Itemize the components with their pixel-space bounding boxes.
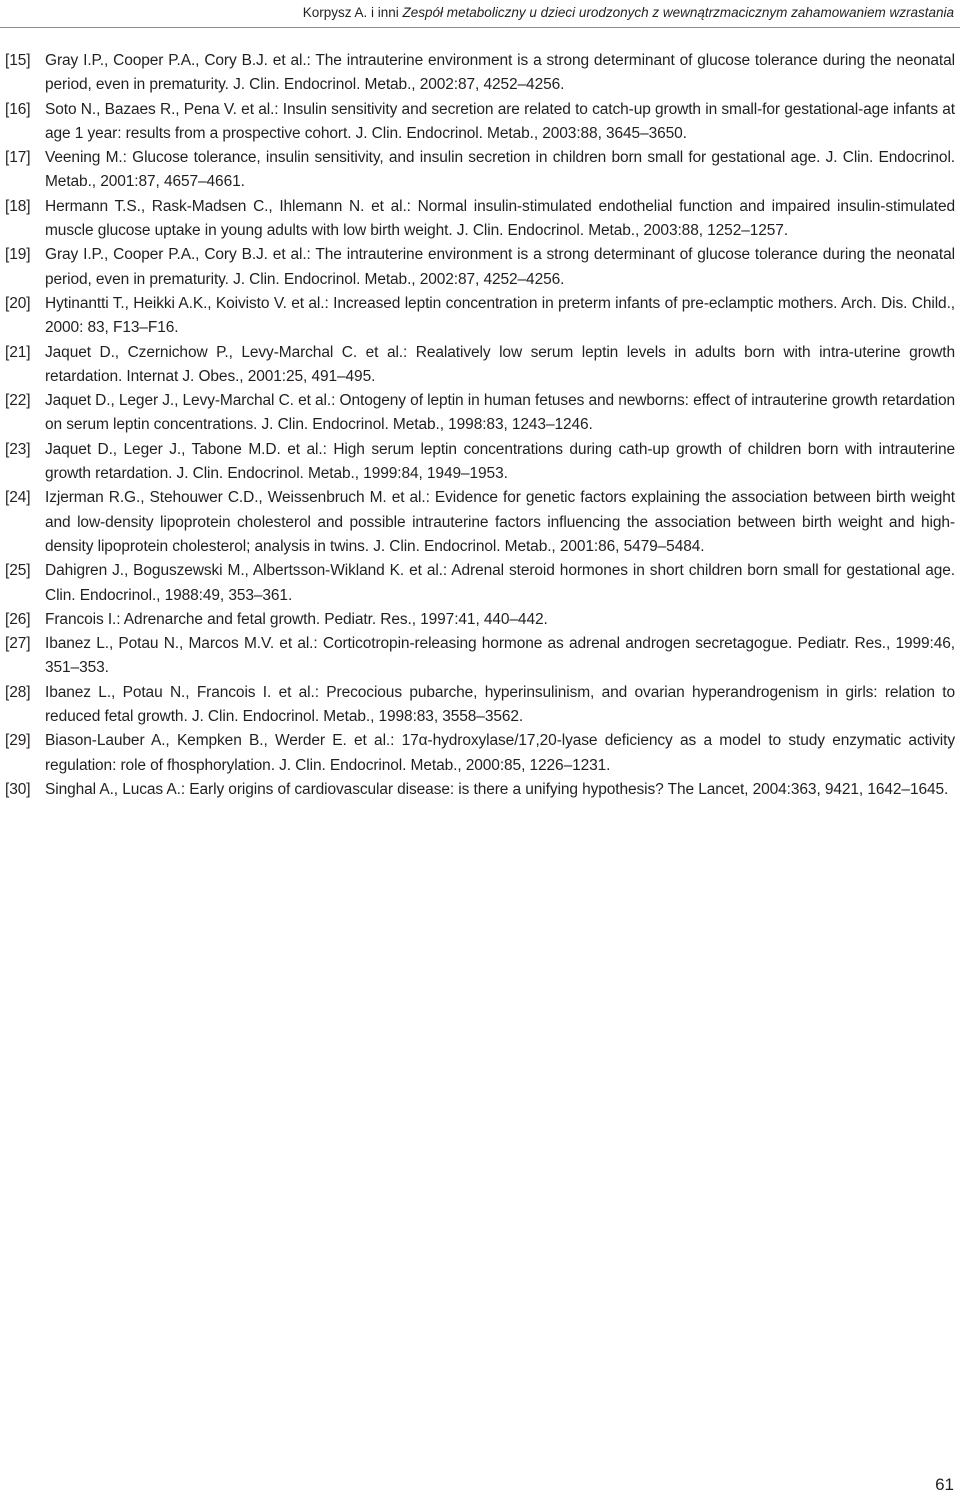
reference-item — [5, 608, 955, 632]
reference-text: Gray I.P., Cooper P.A., Cory B.J. et al.: The intrauterine environment is a strong determinant of glucose tolerance during the neonatal period, even in prematurity. J. Clin. Endocrinol. Metab., 2002:87, 4252–4256. — [45, 52, 955, 94]
reference-number: [23] — [5, 440, 31, 458]
reference-item — [5, 243, 955, 292]
reference-text: Soto N., Bazaes R., Pena V. et al.: Insulin sensitivity and secretion are related to catch-up growth in small-for gestational-age infants at age 1 year: results from a prospective cohort. J. Clin. Endocrinol. Metab., 2003:88, 3645–3650. — [45, 100, 955, 142]
reference-number: [26] — [5, 610, 31, 628]
reference-item — [5, 729, 955, 778]
reference-item — [5, 559, 955, 608]
reference-text: Singhal A., Lucas A.: Early origins of cardiovascular disease: is there a unifying hypothesis? The Lancet, 2004:363, 9421, 1642–1645. — [45, 780, 949, 798]
reference-number: [24] — [5, 489, 31, 507]
reference-item — [5, 195, 955, 244]
reference-number: [17] — [5, 149, 31, 167]
reference-number: [27] — [5, 635, 31, 653]
reference-item — [5, 632, 955, 681]
reference-text: Hermann T.S., Rask-Madsen C., Ihlemann N. et al.: Normal insulin-stimulated endothelial function and impaired insulin-stimulated muscle glucose uptake in young adults with low birth weight. J. Clin. Endocrinol. Metab., 2003:88, 1252–1257. — [45, 197, 955, 240]
reference-number: [20] — [5, 294, 31, 312]
reference-number: [22] — [5, 392, 31, 410]
reference-text: Jaquet D., Czernichow P., Levy-Marchal C. et al.: Realatively low serum leptin levels in adults born with intra-uterine growth retardation. Internat J. Obes., 2001:25, 491–495. — [45, 343, 955, 385]
reference-number: [25] — [5, 562, 31, 580]
reference-item — [5, 438, 955, 487]
reference-number: [28] — [5, 683, 31, 701]
reference-text: Jaquet D., Leger J., Levy-Marchal C. et al.: Ontogeny of leptin in human fetuses and newborns: effect of intrauterine growth retardation on serum leptin concentrations. J. Clin. Endocrinol. Metab., 1998:83, 1243–1246. — [45, 392, 955, 434]
running-header — [0, 0, 960, 28]
reference-number: [15] — [5, 52, 31, 69]
reference-text: Francois I.: Adrenarche and fetal growth. Pediatr. Res., 1997:41, 440–442. — [45, 610, 548, 628]
reference-item — [5, 98, 955, 147]
reference-text: Gray I.P., Cooper P.A., Cory B.J. et al.: The intrauterine environment is a strong determinant of glucose tolerance during the neonatal period, even in prematurity. J. Clin. Endocrinol. Metab., 2002:87, 4252–4256. — [45, 246, 955, 288]
header-authors: Korpysz A. i inni — [302, 5, 399, 20]
reference-number: [21] — [5, 343, 31, 361]
reference-number: [16] — [5, 100, 31, 118]
reference-number: [18] — [5, 197, 31, 215]
reference-item — [5, 49, 955, 98]
reference-item — [5, 292, 955, 341]
reference-item — [5, 341, 955, 390]
reference-text: Biason-Lauber A., Kempken B., Werder E. et al.: 17α-hydroxylase/17,20-lyase deficiency as a model to study enzymatic activity regulation: role of fhosphorylation. J. Clin. Endocrinol. Metab., 2000:85, 1226–1231. — [45, 732, 955, 774]
header-title: Zespół metaboliczny u dzieci urodzonych z wewnątrzmacicznym zahamowaniem wzrastania — [402, 5, 954, 20]
reference-text: Ibanez L., Potau N., Marcos M.V. et al.: Corticotropin-releasing hormone as adrenal androgen secretagogue. Pediatr. Res., 1999:46, 351–353. — [45, 635, 955, 677]
reference-text: Dahigren J., Boguszewski M., Albertsson-Wikland K. et al.: Adrenal steroid hormones in short children born small for gestational age. Clin. Endocrinol., 1988:49, 353–361. — [45, 562, 955, 604]
reference-number: [19] — [5, 246, 31, 264]
reference-item — [5, 146, 955, 195]
reference-text: Jaquet D., Leger J., Tabone M.D. et al.: High serum leptin concentrations during cath-up growth of children born with intrauterine growth retardation. J. Clin. Endocrinol. Metab., 1999:84, 1949–1953. — [45, 440, 955, 483]
reference-text: Ibanez L., Potau N., Francois I. et al.: Precocious pubarche, hyperinsulinism, and ovarian hyperandrogenism in girls: relation to reduced fetal growth. J. Clin. Endocrinol. Metab., 1998:83, 3558–3562. — [45, 683, 955, 726]
reference-item — [5, 778, 955, 802]
reference-item — [5, 486, 955, 559]
reference-number: [30] — [5, 780, 31, 798]
header-divider — [0, 27, 960, 28]
reference-text: Veening M.: Glucose tolerance, insulin sensitivity, and insulin secretion in children born small for gestational age. J. Clin. Endocrinol. Metab., 2001:87, 4657–4661. — [45, 149, 955, 191]
reference-item — [5, 681, 955, 730]
reference-item — [5, 389, 955, 438]
reference-text: Hytinantti T., Heikki A.K., Koivisto V. et al.: Increased leptin concentration in preterm infants of pre-eclamptic mothers. Arch. Dis. Child., 2000: 83, F13–F16. — [45, 294, 955, 337]
page-number: 61 — [935, 1475, 954, 1494]
reference-list — [5, 49, 955, 802]
reference-number: [29] — [5, 732, 31, 750]
reference-text: Izjerman R.G., Stehouwer C.D., Weissenbruch M. et al.: Evidence for genetic factors explaining the association between birth weight and low-density lipoprotein cholesterol and possible intrauterine factors influencing the association between birth weight and high-density lipoprotein cholesterol; analysis in twins. J. Clin. Endocrinol. Metab., 2001:86, 5479–5484. — [45, 489, 955, 555]
